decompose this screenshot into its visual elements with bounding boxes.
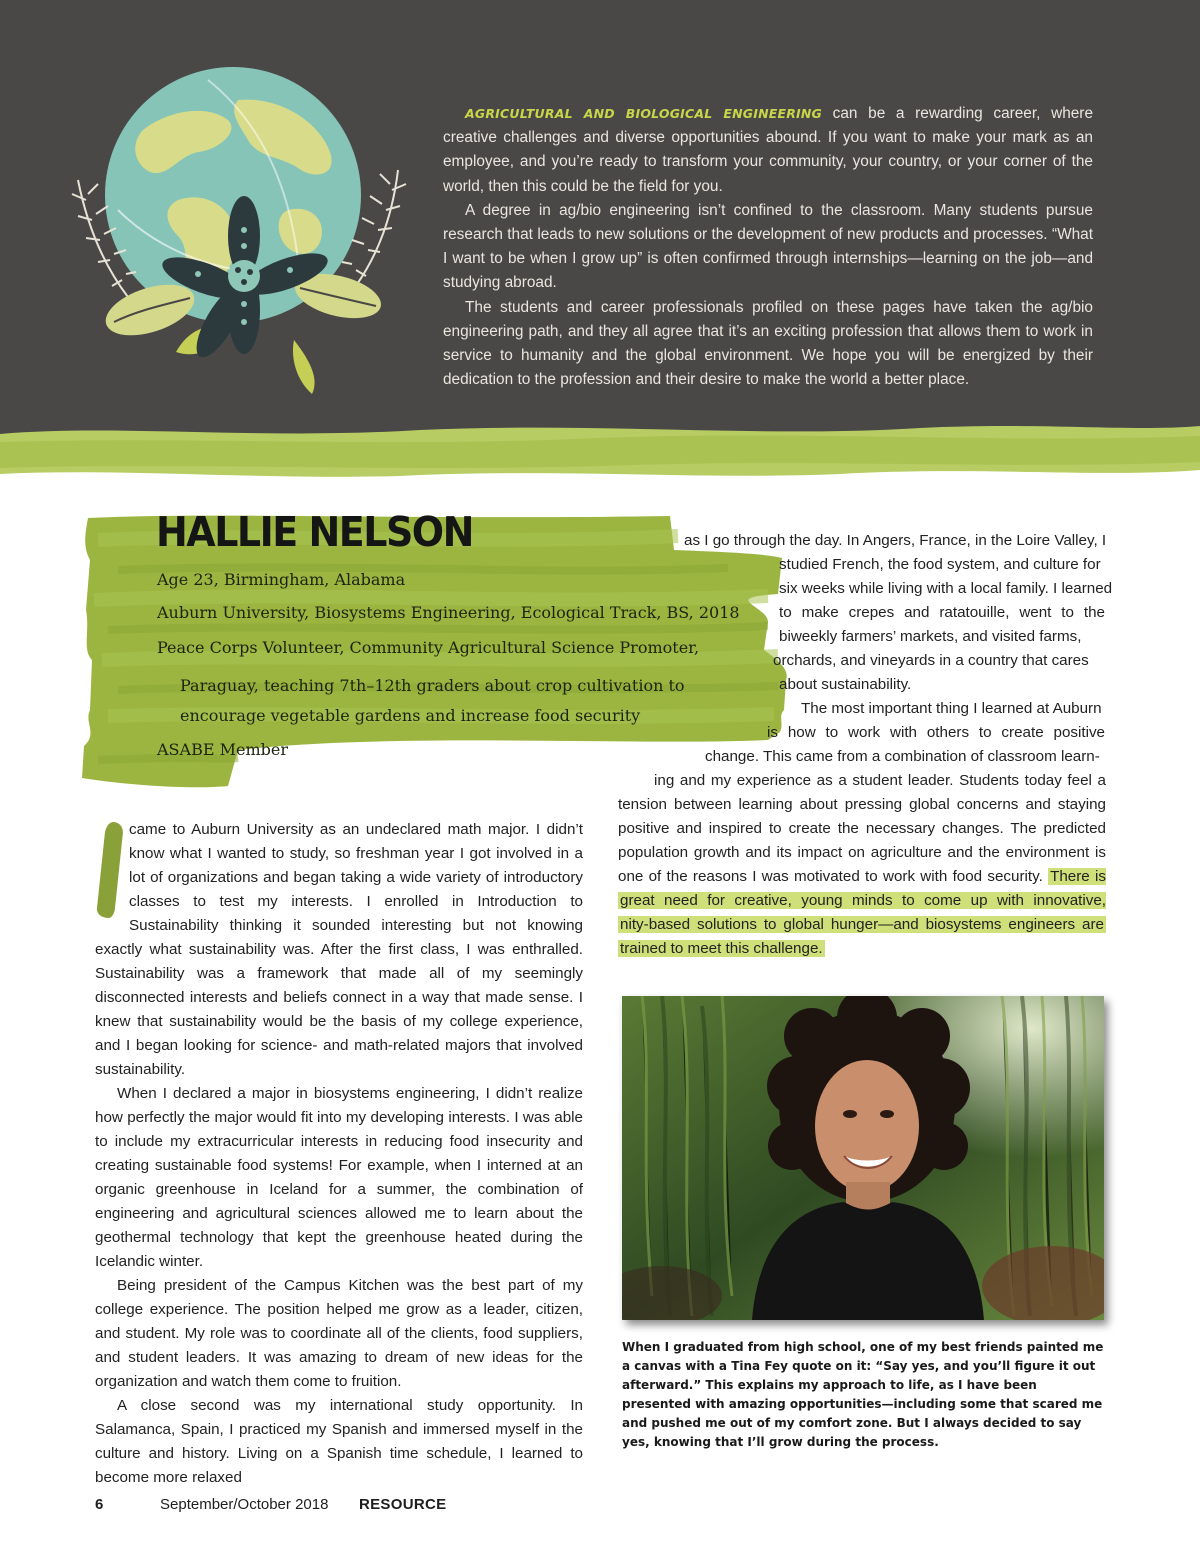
profile-name: HALLIE NELSON — [156, 508, 473, 556]
article-line — [618, 865, 1106, 889]
intro-p1-text: can be a rewarding career, where creative challenges and diverse opportunities abound. If you want to make your mark as an employee, and you’re ready to transform your community, your country, or your corner of the world, then this could be the field for you. — [443, 105, 1093, 195]
profile-age-location: Age 23, Birmingham, Alabama — [157, 570, 406, 589]
article-line: about sustainability. — [779, 676, 912, 693]
drop-cap-letter — [96, 822, 124, 918]
highlighted-text: There is — [618, 868, 1106, 889]
intro-paragraph: A degree in ag/bio engineering isn’t confined to the classroom. Many students pursue research that leads to new solutions or the development of new products and processes. “What I want to be when I grow up” is often confirmed through internships—learning on the job—and studying abroad. — [443, 201, 1093, 292]
article-line-text: one of the reasons I was motivated to work with food security. — [618, 868, 1043, 885]
globe-illustration — [58, 60, 418, 400]
profile-role-detail: encourage vegetable gardens and increase food security — [180, 706, 641, 725]
photo-caption: When I graduated from high school, one of my best friends painted me a canvas with a Tina Fey quote on it: “Say yes, and you’ll figure it out afterward.” This explains my approach to life, as I have been presented with amazing opportunities—including some that scared me and pushed me out of my comfort zone. But I always decided to say yes, knowing that I’ll grow during the process. — [622, 1340, 1104, 1449]
highlighted-text: nity-based solutions to global hunger—and biosystems engineers are — [620, 916, 1104, 933]
article-paragraph: A close second was my international study opportunity. In Salamanca, Spain, I practiced my Spanish and immersed myself in the culture and history. Living on a Spanish time schedule, I learned to become more relaxed — [95, 1397, 583, 1486]
article-p1-text: came to Auburn University as an undeclared math major. I didn’t know what I wanted to study, so freshman year I got involved in a lot of organizations and began taking a wide variety of introductory classes to test my interests. I enrolled in Introduction to Sustainability thinking it sounded interesting but not knowing exactly what sustainability was. After the first class, I was enthralled. Sustainability was a framework that made all of my seemingly disconnected interests and beliefs connect in a way that made sense. I knew that sustainability would be the basis of my college experience, and I began looking for science- and math-related majors that involved sustainability. — [95, 821, 583, 1078]
profile-role: Peace Corps Volunteer, Community Agricultural Science Promoter, — [157, 638, 700, 657]
intro-paragraph — [443, 102, 1093, 199]
profile-education: Auburn University, Biosystems Engineering, Ecological Track, BS, 2018 — [157, 603, 740, 622]
article-line: ing and my experience as a student leader. Students today feel a — [654, 772, 1106, 789]
page-number: 6 — [95, 1496, 104, 1513]
issue-date: September/October 2018 — [160, 1496, 329, 1513]
article-right-column — [618, 769, 1106, 961]
article-line: The most important thing I learned at Auburn — [801, 700, 1102, 717]
article-line: studied French, the food system, and culture for — [779, 556, 1101, 573]
article-line: tension between learning about pressing global concerns and staying — [618, 796, 1106, 813]
article-line: population growth and its impact on agriculture and the environment is — [618, 844, 1106, 861]
article-line: to make crepes and ratatouille, went to the — [779, 604, 1105, 621]
article-line: as I go through the day. In Angers, France, in the Loire Valley, I — [684, 532, 1107, 549]
profile-membership: ASABE Member — [157, 740, 288, 759]
green-brush-stripe — [0, 422, 1200, 478]
article-line — [618, 937, 1106, 961]
article-line: positive and inspired to create the necessary changes. The predicted — [618, 820, 1106, 837]
article-line — [618, 913, 1106, 937]
article-line: orchards, and vineyards in a country that cares — [773, 652, 1089, 669]
article-line: change. This came from a combination of classroom learn- — [705, 748, 1100, 765]
intro-paragraph: The students and career professionals profiled on these pages have taken the ag/bio engineering path, and they all agree that it’s an exciting profession that allows them to work in service to humanity and the global environment. We hope you will be energized by their dedication to the profession and their desire to make the world a better place. — [443, 298, 1093, 389]
intro-lead: AGRICULTURAL AND BIOLOGICAL ENGINEERING — [465, 106, 823, 121]
article-line: six weeks while living with a local family. I learned — [779, 580, 1113, 597]
magazine-name: RESOURCE — [359, 1496, 447, 1513]
article-left-column — [95, 818, 583, 1490]
profile-photo — [622, 996, 1104, 1320]
article-line: is how to work with others to create positive — [767, 724, 1105, 741]
article-paragraph: Being president of the Campus Kitchen was the best part of my college experience. The position helped me grow as a leader, citizen, and student. My role was to coordinate all of the clients, food suppliers, and student leaders. It was amazing to dream of new ideas for the organization and watch them come to fruition. — [95, 1277, 583, 1390]
intro-text — [443, 102, 1093, 392]
article-line: biweekly farmers’ markets, and visited farms, — [779, 628, 1082, 645]
highlighted-text: great need for creative, young minds to come up with innovative, — [618, 892, 1106, 913]
article-line — [618, 889, 1106, 913]
article-paragraph: When I declared a major in biosystems engineering, I didn’t realize how perfectly the major would fit into my developing interests. I was able to include my extracurricular interests in reducing food insecurity and creating sustainable food systems! For example, when I interned at an organic greenhouse in Iceland for a summer, the combination of engineering and agricultural sciences allowed me to learn about the geothermal technology that kept the greenhouse heated during the Icelandic winter. — [95, 1085, 583, 1270]
profile-role-detail: Paraguay, teaching 7th–12th graders about crop cultivation to — [180, 676, 685, 695]
highlighted-text: trained to meet this challenge. — [620, 940, 823, 957]
article-paragraph — [95, 818, 583, 1082]
